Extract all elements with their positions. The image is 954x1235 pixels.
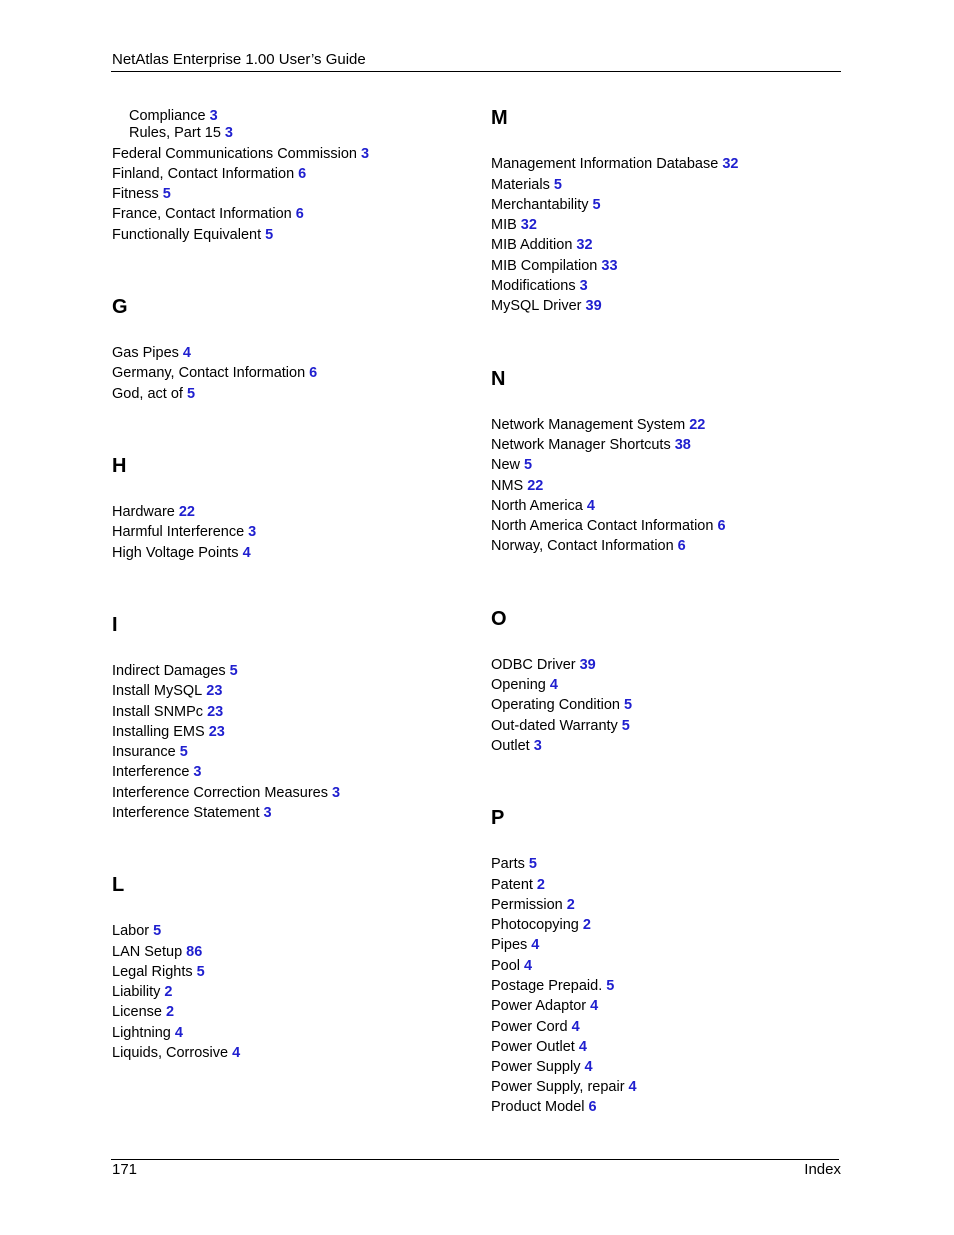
- index-entry: [491, 978, 614, 995]
- index-entry: [491, 738, 542, 755]
- index-term: Postage Prepaid.: [491, 978, 603, 994]
- section-letter-n: N: [491, 368, 506, 390]
- index-entry: [112, 744, 188, 761]
- index-entry: [112, 704, 223, 721]
- index-term: High Voltage Points: [112, 545, 239, 561]
- page-link[interactable]: 3: [360, 146, 370, 162]
- index-term: Installing EMS: [112, 724, 205, 740]
- index-term: License: [112, 1004, 162, 1020]
- index-entry: [112, 1045, 240, 1062]
- index-entry: [491, 298, 602, 315]
- page-link[interactable]: 4: [242, 545, 251, 561]
- index-term: Functionally Equivalent: [112, 227, 262, 243]
- page-link[interactable]: 2: [566, 897, 575, 913]
- index-entry: [491, 917, 591, 934]
- index-term: Install SNMPc: [112, 704, 204, 720]
- index-term: Indirect Damages: [112, 663, 226, 679]
- page-link[interactable]: 3: [248, 524, 257, 540]
- section-letter-l: L: [112, 874, 125, 896]
- section-letter-i: I: [112, 614, 118, 636]
- section-name: Index: [804, 1161, 841, 1178]
- page-link[interactable]: 39: [585, 298, 602, 314]
- index-entry: [112, 1025, 183, 1042]
- index-entry: [491, 697, 632, 714]
- page-link[interactable]: 4: [571, 1019, 580, 1035]
- index-term: Fitness: [112, 186, 159, 202]
- index-entry: [112, 944, 202, 961]
- index-entry: [491, 457, 532, 474]
- index-entry: [491, 498, 595, 515]
- index-term: Liquids, Corrosive: [112, 1045, 229, 1061]
- index-term: Photocopying: [491, 917, 579, 933]
- page-link[interactable]: 6: [298, 166, 307, 182]
- index-entry: [491, 897, 575, 914]
- page-link[interactable]: 32: [520, 217, 537, 233]
- index-entry: [491, 197, 601, 214]
- index-term: Power Supply, repair: [491, 1079, 625, 1095]
- index-entry: [112, 545, 251, 562]
- index-term: Network Manager Shortcuts: [491, 437, 671, 453]
- page-header-title: NetAtlas Enterprise 1.00 User’s Guide: [112, 51, 366, 68]
- page-link[interactable]: 4: [182, 345, 191, 361]
- index-entry: [491, 538, 686, 555]
- index-term: Interference Statement: [112, 805, 260, 821]
- page-link[interactable]: 22: [178, 504, 195, 520]
- page-link[interactable]: 5: [524, 457, 533, 473]
- index-entry: [491, 657, 596, 674]
- index-term: Compliance: [129, 108, 206, 124]
- index-entry: [112, 386, 195, 403]
- index-entry: [491, 478, 543, 495]
- index-term: Legal Rights: [112, 964, 193, 980]
- index-entry: [491, 278, 588, 295]
- index-entry: [491, 718, 630, 735]
- index-entry: [491, 237, 593, 254]
- page-link[interactable]: 32: [576, 237, 593, 253]
- index-term: Finland, Contact Information: [112, 166, 295, 182]
- index-term: NMS: [491, 478, 524, 494]
- index-entry: [491, 1039, 587, 1056]
- index-entry: [129, 125, 233, 142]
- section-letter-g: G: [112, 296, 128, 318]
- index-term: Liability: [112, 984, 161, 1000]
- index-term: Management Information Database: [491, 156, 719, 172]
- page-link[interactable]: 2: [164, 984, 173, 1000]
- index-entry: [112, 206, 304, 223]
- page-link[interactable]: 5: [623, 697, 633, 713]
- index-entry: [112, 186, 171, 203]
- index-entry: [112, 923, 161, 940]
- page-link[interactable]: 4: [590, 998, 599, 1014]
- index-term: Materials: [491, 177, 550, 193]
- index-term: Parts: [491, 856, 525, 872]
- index-term: Network Management System: [491, 417, 686, 433]
- page-link[interactable]: 5: [553, 177, 562, 193]
- index-term: Power Cord: [491, 1019, 568, 1035]
- index-term: MIB: [491, 217, 517, 233]
- index-term: Insurance: [112, 744, 176, 760]
- index-term: Federal Communications Commission: [112, 146, 357, 162]
- index-entry: [491, 258, 618, 275]
- index-entry: [112, 663, 238, 680]
- index-term: France, Contact Information: [112, 206, 292, 222]
- index-term: LAN Setup: [112, 944, 183, 960]
- page-link[interactable]: 5: [606, 978, 615, 994]
- page-link[interactable]: 5: [153, 923, 162, 939]
- index-entry: [491, 1079, 637, 1096]
- page-link[interactable]: 6: [295, 206, 304, 222]
- index-entry: [112, 166, 306, 183]
- index-entry: [112, 524, 256, 541]
- page-link[interactable]: 32: [722, 156, 739, 172]
- index-term: Merchantability: [491, 197, 589, 213]
- page-link[interactable]: 22: [689, 417, 706, 433]
- footer-divider: [111, 1159, 839, 1160]
- index-term: Rules, Part 15: [129, 125, 221, 141]
- index-entry: [491, 1099, 597, 1116]
- index-entry: [112, 724, 225, 741]
- page-link[interactable]: 3: [209, 108, 218, 124]
- index-term: MIB Compilation: [491, 258, 598, 274]
- index-term: Patent: [491, 877, 533, 893]
- page-link[interactable]: 3: [332, 785, 341, 801]
- page-link[interactable]: 38: [674, 437, 691, 453]
- page-link[interactable]: 5: [179, 744, 188, 760]
- page-link[interactable]: 4: [174, 1025, 183, 1041]
- index-entry: [112, 504, 195, 521]
- index-entry: [491, 856, 537, 873]
- page-link[interactable]: 5: [186, 386, 196, 402]
- page-link[interactable]: 2: [165, 1004, 175, 1020]
- page-link[interactable]: 3: [533, 738, 542, 754]
- header-divider: [111, 71, 841, 72]
- index-entry: [112, 984, 172, 1001]
- index-entry: [491, 518, 726, 535]
- index-term: God, act of: [112, 386, 183, 402]
- index-entry: [129, 108, 218, 125]
- index-term: Labor: [112, 923, 150, 939]
- index-term: Interference Correction Measures: [112, 785, 328, 801]
- index-entry: [491, 177, 562, 194]
- page-link[interactable]: 5: [621, 718, 630, 734]
- index-term: MIB Addition: [491, 237, 573, 253]
- index-entry: [491, 937, 539, 954]
- page-link[interactable]: 4: [531, 937, 540, 953]
- page-link[interactable]: 5: [229, 663, 238, 679]
- section-letter-m: M: [491, 107, 508, 129]
- index-entry: [112, 683, 222, 700]
- page-link[interactable]: 23: [206, 683, 223, 699]
- index-entry: [112, 785, 340, 802]
- page-link[interactable]: 5: [265, 227, 274, 243]
- page-link[interactable]: 5: [528, 856, 537, 872]
- index-term: Power Supply: [491, 1059, 581, 1075]
- page-link[interactable]: 86: [186, 944, 203, 960]
- index-entry: [491, 437, 691, 454]
- index-term: Opening: [491, 677, 546, 693]
- index-term: Power Outlet: [491, 1039, 575, 1055]
- page-link[interactable]: 6: [677, 538, 686, 554]
- index-entry: [491, 677, 558, 694]
- index-term: Interference: [112, 764, 190, 780]
- page-link[interactable]: 23: [208, 724, 225, 740]
- page-number: 171: [112, 1161, 138, 1178]
- index-term: Pipes: [491, 937, 528, 953]
- index-entry: [491, 1019, 580, 1036]
- index-term: North America: [491, 498, 583, 514]
- index-term: Power Adaptor: [491, 998, 587, 1014]
- index-term: MySQL Driver: [491, 298, 582, 314]
- page-link[interactable]: 6: [309, 365, 318, 381]
- index-entry: [112, 227, 273, 244]
- index-term: Modifications: [491, 278, 576, 294]
- index-term: Product Model: [491, 1099, 585, 1115]
- section-letter-h: H: [112, 455, 127, 477]
- index-entry: [491, 877, 545, 894]
- index-term: Lightning: [112, 1025, 171, 1041]
- index-entry: [491, 1059, 593, 1076]
- index-entry: [112, 1004, 174, 1021]
- index-term: Install MySQL: [112, 683, 203, 699]
- index-entry: [112, 764, 201, 781]
- index-term: Permission: [491, 897, 563, 913]
- page-link[interactable]: 2: [582, 917, 591, 933]
- page-link[interactable]: 4: [586, 498, 595, 514]
- page-link[interactable]: 4: [549, 677, 558, 693]
- page-link[interactable]: 3: [224, 125, 233, 141]
- page-link[interactable]: 5: [162, 186, 171, 202]
- page-link[interactable]: 3: [579, 278, 588, 294]
- index-term: Harmful Interference: [112, 524, 245, 540]
- page-link[interactable]: 39: [579, 657, 596, 673]
- page-link[interactable]: 5: [592, 197, 601, 213]
- page-link[interactable]: 4: [232, 1045, 241, 1061]
- index-entry: [112, 964, 205, 981]
- index-entry: [112, 345, 191, 362]
- index-entry: [491, 217, 537, 234]
- index-entry: [491, 958, 532, 975]
- page-link[interactable]: 5: [196, 964, 205, 980]
- page-link[interactable]: 4: [578, 1039, 587, 1055]
- page-link[interactable]: 3: [263, 805, 272, 821]
- page-link[interactable]: 4: [584, 1059, 593, 1075]
- index-term: Outlet: [491, 738, 530, 754]
- page-link[interactable]: 3: [193, 764, 202, 780]
- page-link[interactable]: 4: [628, 1079, 637, 1095]
- page-link[interactable]: 6: [588, 1099, 597, 1115]
- index-term: Pool: [491, 958, 521, 974]
- page-link[interactable]: 23: [207, 704, 224, 720]
- index-term: Operating Condition: [491, 697, 620, 713]
- index-term: Gas Pipes: [112, 345, 179, 361]
- index-term: Out-dated Warranty: [491, 718, 618, 734]
- page-link[interactable]: 4: [524, 958, 533, 974]
- page-link[interactable]: 33: [601, 258, 618, 274]
- index-term: New: [491, 457, 521, 473]
- index-term: North America Contact Information: [491, 518, 714, 534]
- index-term: Germany, Contact Information: [112, 365, 306, 381]
- index-entry: [112, 146, 369, 163]
- page-link[interactable]: 22: [527, 478, 544, 494]
- index-entry: [112, 365, 317, 382]
- index-entry: [491, 156, 738, 173]
- index-entry: [491, 998, 598, 1015]
- index-entry: [491, 417, 705, 434]
- page-link[interactable]: 6: [717, 518, 726, 534]
- section-letter-p: P: [491, 807, 505, 829]
- index-term: Hardware: [112, 504, 175, 520]
- index-term: ODBC Driver: [491, 657, 576, 673]
- index-term: Norway, Contact Information: [491, 538, 674, 554]
- section-letter-o: O: [491, 608, 507, 630]
- page-link[interactable]: 2: [536, 877, 545, 893]
- index-entry: [112, 805, 272, 822]
